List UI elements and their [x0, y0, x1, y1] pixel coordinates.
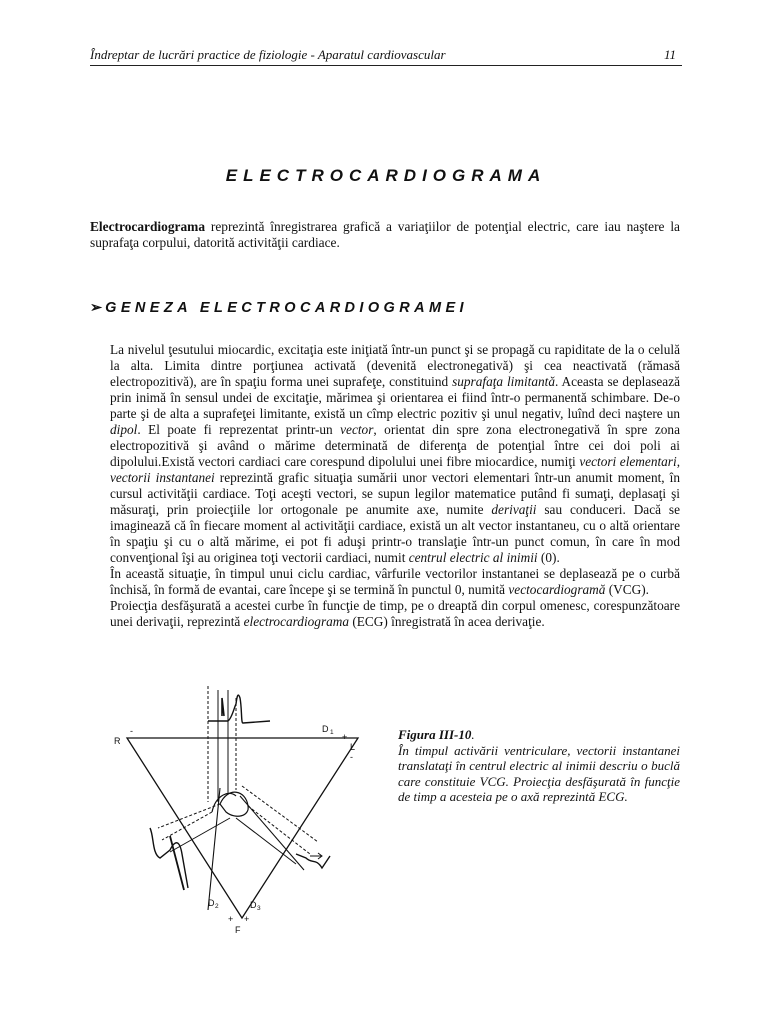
projection-line — [162, 812, 212, 840]
text-run: (ECG) înregistrată în acea derivaţie. — [349, 614, 545, 629]
vcg-loop — [220, 792, 248, 816]
term-suprafata-limitanta: suprafaţa limitantă — [452, 374, 555, 389]
einthoven-triangle — [127, 738, 358, 918]
ecg-trace-lead-1 — [222, 698, 224, 716]
caption-title: Figura III-10 — [398, 727, 472, 742]
projection-line — [242, 786, 318, 842]
term-dipol: dipol — [110, 422, 138, 437]
label-d1-sub: 1 — [330, 729, 334, 736]
projection-line — [170, 818, 230, 852]
text-run: , — [676, 454, 681, 469]
paragraph-2 — [110, 566, 680, 598]
text-run: reprezintă grafic situaţia sumării unor vectori elementari într-un anumit moment, în cursul activităţii cardiace. Toţi aceşti vectori, se supun legilor matematice putând fi sumaţi, deplasaţi şi măsuraţi, prin proiecţiile lor ortogonale pe anumite axe, numite — [110, 470, 680, 517]
term-electrocardiograma: electrocardiograma — [243, 614, 350, 629]
paragraph-1 — [110, 342, 680, 566]
label-f: F — [235, 925, 241, 935]
arrow-bullet-icon: ➢ — [90, 300, 103, 316]
term-derivatii: derivaţii — [491, 502, 537, 517]
body-text — [110, 342, 680, 630]
intro-text: reprezintă înregistrarea grafică a variaţiilor de potenţial electric, care iau naştere la suprafaţa corpului, datorită activităţii cardiace. — [90, 219, 680, 250]
label-d2-sub: 2 — [215, 903, 219, 910]
text-run: La nivelul ţesutului miocardic, excitaţia este iniţiată într-un punct şi se propagă cu rapiditate de la o celulă la alta. Limita dintre porţiunea activată (devenită electronegativă) şi cea neactivată (rămasă electropozitivă), are în spaţiu forma unei suprafeţe, constituind — [110, 342, 680, 389]
text-run: (0). — [537, 550, 560, 565]
projection-line — [236, 818, 296, 864]
sign-plus-f-left: + — [228, 914, 234, 924]
term-vector: vector — [340, 422, 374, 437]
term-vectori-elementari: vectori elementari — [579, 454, 677, 469]
sign-minus-l: - — [350, 752, 353, 762]
intro-term: Electrocardiograma — [90, 219, 206, 234]
lead-3-axis — [240, 796, 304, 870]
arrow-icon — [310, 853, 322, 859]
intro-paragraph — [90, 219, 680, 251]
text-run: sau conduceri. Dacă se imaginează că în fiecare moment al activităţii cardiace, există un alt vector instantaneu, cu o altă orientare în spaţiu şi cu o altă mărime, ei pot fi aduşi printr-o translaţie într-un punct comun, în care în mod convenţional îşi au originea toţi vectorii cardiaci, numit — [110, 502, 680, 565]
ecg-trace-lead-2 — [170, 836, 184, 890]
figure-caption — [398, 727, 680, 805]
sign-plus-l: + — [342, 732, 348, 742]
label-r: R — [114, 736, 121, 746]
caption-title-suffix: . — [471, 727, 475, 742]
section-heading-text: GENEZA ELECTROCARDIOGRAMEI — [105, 300, 468, 316]
text-run: . Aceasta se deplasează prin inimă în sensul undei de excitaţie, mărimea şi orientarea ei fiind într-o permanentă schimbare. De-o parte şi de alta a suprafeţei limitante, există un cîmp electric pozitiv şi unul negativ, luînd deci naştere un — [110, 374, 681, 421]
caption-text: În timpul activării ventriculare, vectorii instantanei translataţi în centrul electric al inimii descriu o buclă care constituie VCG. Proiecţia desfăşurată în funcţie de timp a acesteia pe o axă reprezintă ECG. — [398, 742, 680, 805]
running-title: Îndreptar de lucrări practice de fiziologie - Aparatul cardiovascular — [90, 47, 446, 62]
paragraph-3 — [110, 598, 680, 630]
label-l: L — [350, 742, 356, 752]
page-number: 11 — [663, 47, 676, 62]
sign-plus-f-right: + — [244, 914, 250, 924]
ecg-trace-lead-1 — [208, 695, 270, 723]
label-d1: D — [322, 724, 329, 734]
text-run: . El poate fi reprezentat printr-un — [137, 422, 341, 437]
text-run: , orientat din spre zona electronegativă în spre zona electropozitivă şi având o mărime determinată de diferenţa de potenţial între cei doi poli ai dipolului.Există vectori cardiaci care corespund dipolului unei fibre miocardice, numiţi — [110, 422, 680, 469]
ecg-trace-lead-2 — [150, 828, 188, 888]
label-d2: D — [208, 898, 215, 908]
term-vectorii-instantanei: vectorii instantanei — [110, 470, 215, 485]
label-d3-sub: 3 — [257, 905, 261, 912]
term-vectocardiograma: vectocardiogramă — [508, 582, 606, 597]
text-run: În această situaţie, în timpul unui ciclu cardiac, vârfurile vectorilor instantanei se deplasează pe o curbă închisă, în formă de evantai, care începe şi se termină în punctul 0, numită — [110, 566, 680, 597]
text-run: (VCG). — [605, 582, 649, 597]
label-d3: D — [250, 900, 257, 910]
sign-minus-r: - — [130, 726, 133, 736]
text-run: Proiecţia desfăşurată a acestei curbe în funcţie de timp, pe o dreaptă din corpul omenesc, corespunzătoare unei derivaţii, reprezintă — [110, 598, 680, 629]
einthoven-triangle-figure — [100, 678, 390, 940]
page-title: ELECTROCARDIOGRAMA — [225, 166, 547, 185]
section-heading — [90, 300, 682, 316]
term-centrul-electric: centrul electric al inimii — [408, 550, 538, 565]
running-header — [90, 45, 682, 66]
